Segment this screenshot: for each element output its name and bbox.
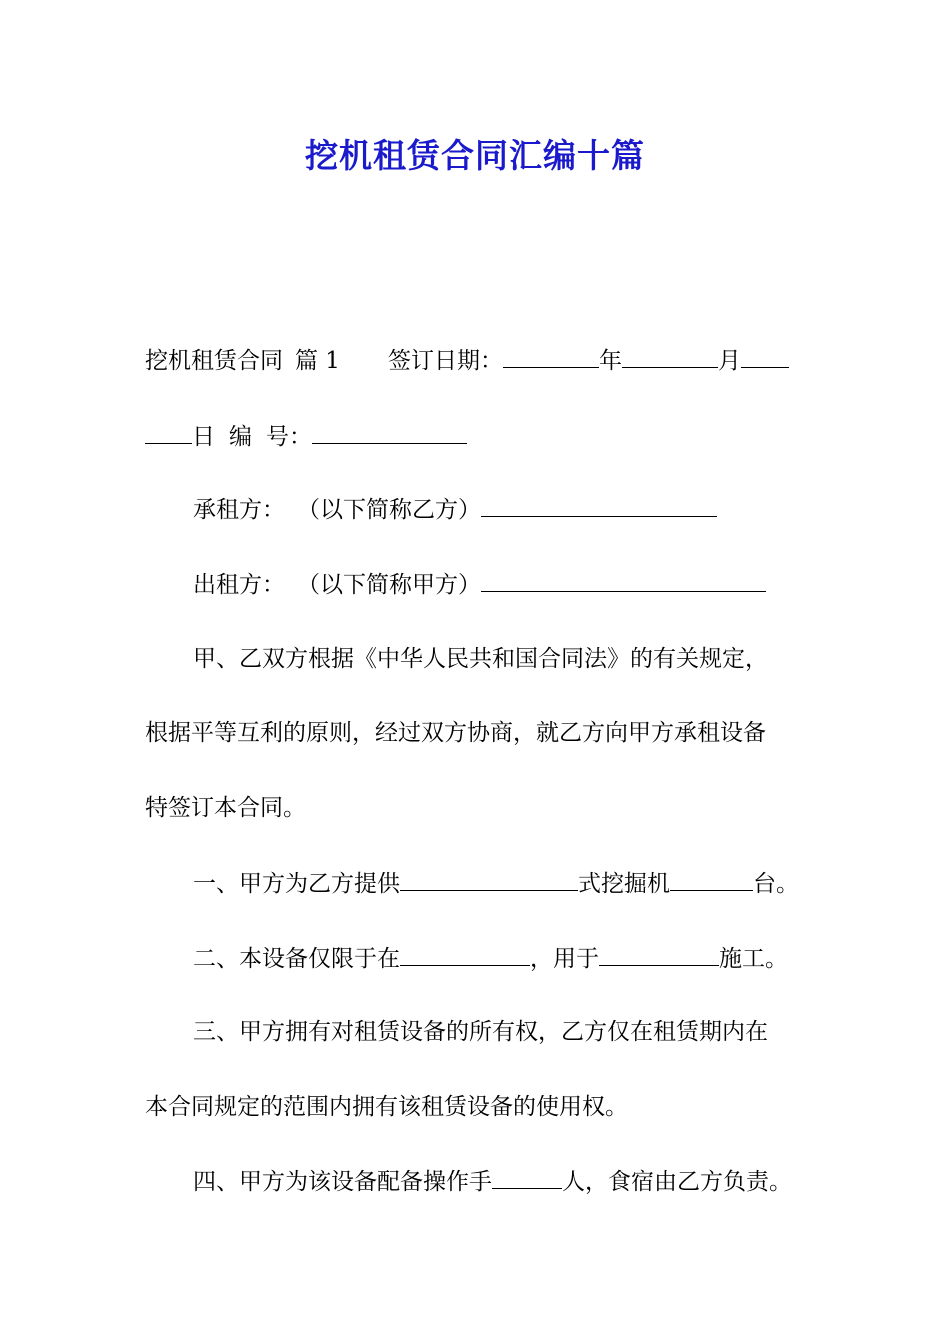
sign-date-label: 签订日期： — [387, 348, 503, 374]
excavator-count-blank[interactable] — [670, 868, 753, 891]
clause-2-text-c: 施工。 — [719, 946, 788, 972]
clause-4 — [193, 1166, 792, 1197]
contract-name: 挖机租赁合同 — [145, 348, 283, 374]
clause-1-text-a: 一、甲方为乙方提供 — [193, 871, 400, 897]
operator-count-blank[interactable] — [492, 1166, 562, 1189]
day-blank-start[interactable] — [741, 345, 789, 368]
day-blank-end[interactable] — [145, 421, 192, 444]
clause-1 — [193, 868, 799, 899]
lessor-blank[interactable] — [481, 569, 766, 592]
year-blank[interactable] — [503, 345, 599, 368]
contract-number-blank[interactable] — [312, 421, 467, 444]
clause-3-line: 三、甲方拥有对租赁设备的所有权，乙方仅在租赁期内在 — [193, 1019, 768, 1045]
year-label: 年 — [598, 348, 622, 374]
lessee-blank[interactable] — [481, 494, 717, 517]
clause-4-text-a: 四、甲方为该设备配备操作手 — [193, 1169, 492, 1195]
excavator-type-blank[interactable] — [400, 868, 578, 891]
clause-1-text-c: 台。 — [753, 871, 799, 897]
lessee-label: 承租方： — [193, 497, 285, 523]
paragraph-line: 特签订本合同。 — [145, 795, 306, 821]
header-line-2 — [145, 421, 467, 452]
paragraph-line: 甲、乙双方根据《中华人民共和国合同法》的有关规定， — [193, 646, 768, 672]
header-line-1 — [145, 345, 789, 376]
lessor-label: 出租方： — [193, 572, 285, 598]
number-label-hao: 号： — [266, 424, 312, 450]
clause-2 — [193, 943, 788, 974]
clause-3-line: 本合同规定的范围内拥有该租赁设备的使用权。 — [145, 1094, 628, 1120]
number-label-bian: 编 — [229, 424, 252, 450]
clause-4-text-b: 人，食宿由乙方负责。 — [562, 1169, 792, 1195]
location-blank[interactable] — [400, 943, 530, 966]
day-label: 日 — [192, 424, 215, 450]
lessor-note: （以下简称甲方） — [297, 572, 481, 598]
month-label: 月 — [717, 348, 741, 374]
document-title: 挖机租赁合同汇编十篇 — [305, 136, 645, 175]
clause-2-text-a: 二、本设备仅限于在 — [193, 946, 400, 972]
lessor-line — [193, 569, 766, 600]
lessee-note: （以下简称乙方） — [297, 497, 481, 523]
clause-1-text-b: 式挖掘机 — [578, 871, 670, 897]
lessee-line — [193, 494, 717, 525]
month-blank[interactable] — [622, 345, 718, 368]
contract-part: 篇 1 — [295, 348, 340, 374]
purpose-blank[interactable] — [599, 943, 719, 966]
clause-2-text-b: ，用于 — [530, 946, 599, 972]
paragraph-line: 根据平等互利的原则，经过双方协商，就乙方向甲方承租设备 — [145, 720, 766, 746]
